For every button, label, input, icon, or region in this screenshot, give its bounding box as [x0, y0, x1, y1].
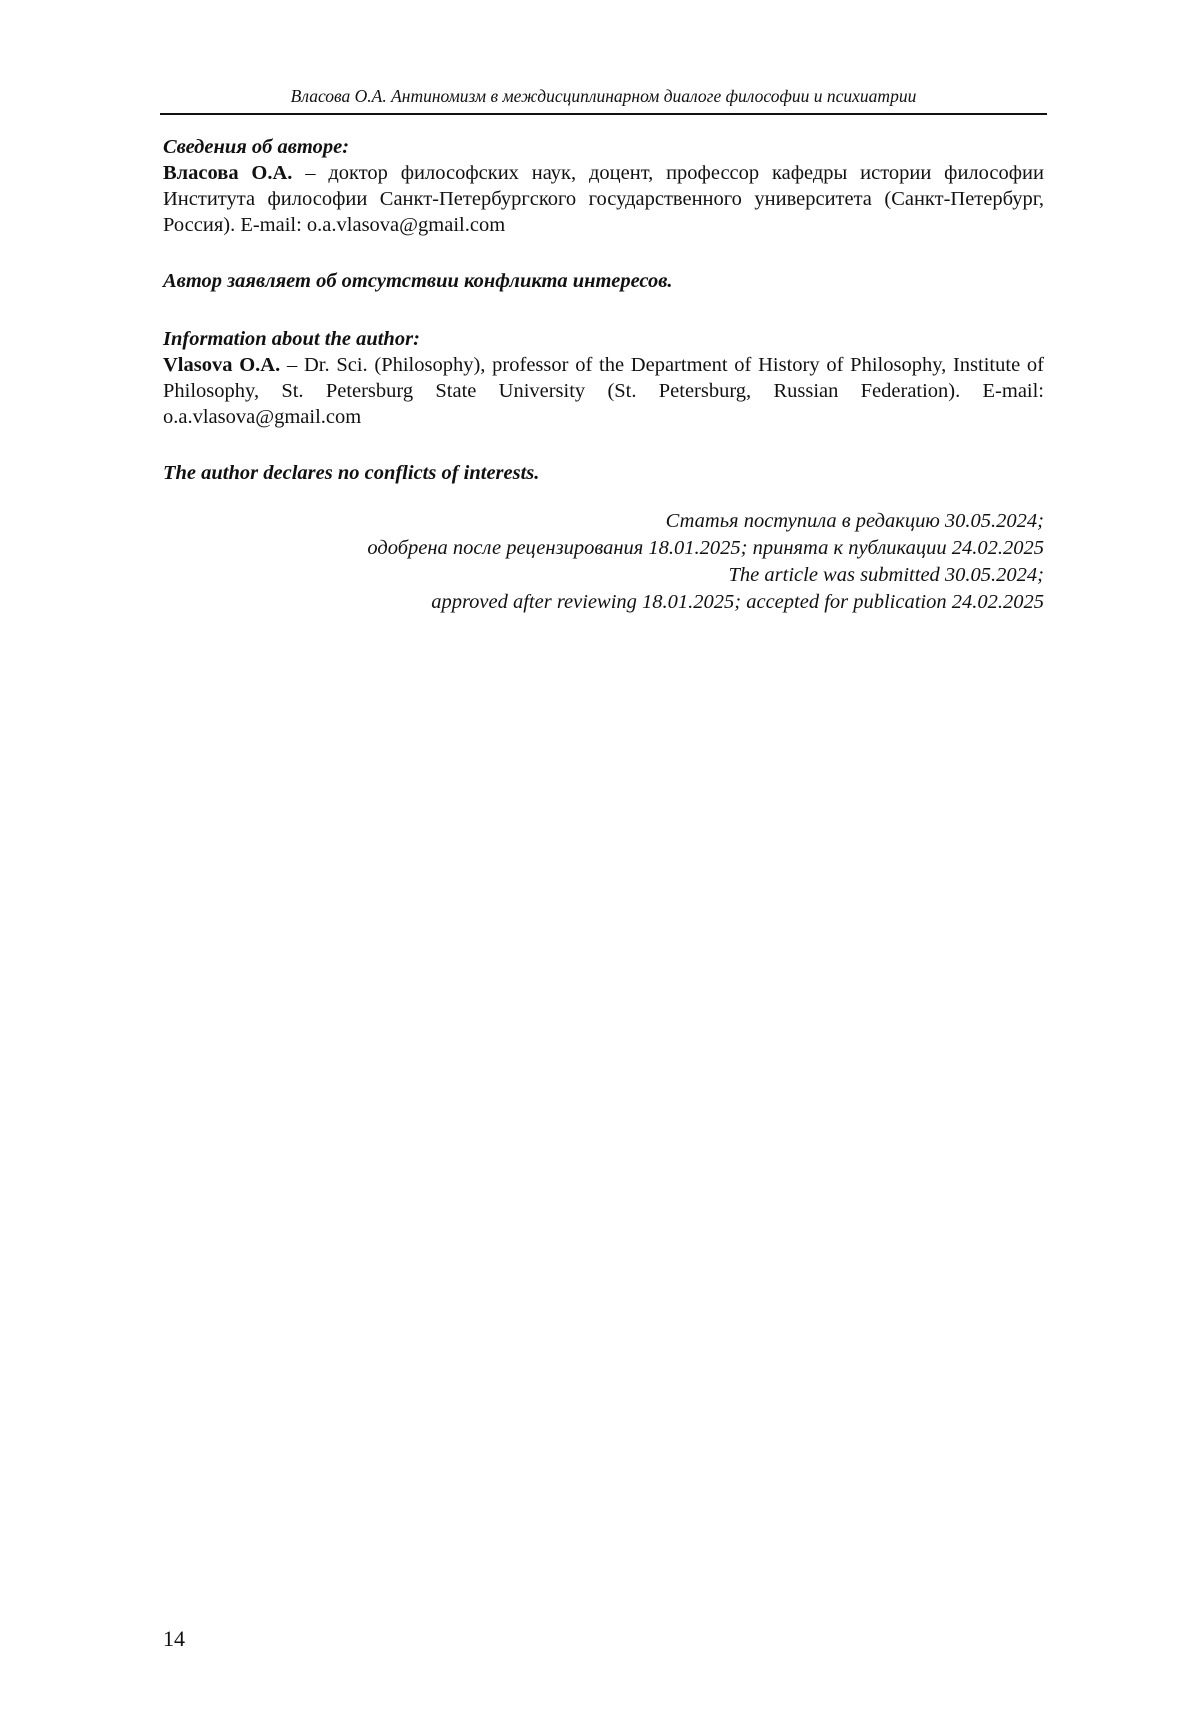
author-info-paragraph-en — [163, 352, 1044, 430]
author-details-ru: – доктор философских наук, доцент, профессор кафедры истории философии Института философии Санкт-Петербургского государственного университета (Санкт-Петербург, Россия). E-mail: o.a.vlasova@gmail.com — [163, 162, 1044, 236]
conflict-statement-en — [163, 460, 1044, 486]
author-info-ru — [163, 134, 1044, 238]
conflict-text-en: The author declares no conflicts of interests. — [163, 462, 540, 484]
author-name-ru: Власова О.А. — [163, 162, 293, 184]
header-rule — [160, 113, 1047, 115]
conflict-text-ru: Автор заявляет об отсутствии конфликта интересов. — [163, 270, 673, 292]
date-line-en-approved: approved after reviewing 18.01.2025; accepted for publication 24.02.2025 — [431, 591, 1044, 613]
author-name-en: Vlasova O.A. — [163, 354, 281, 376]
date-line-ru-approved: одобрена после рецензирования 18.01.2025; принята к публикации 24.02.2025 — [367, 537, 1044, 559]
author-details-en: – Dr. Sci. (Philosophy), professor of the Department of History of Philosophy, Institute of Philosophy, St. Petersburg State University (St. Petersburg, Russian Federation). E-mail: o.a.vlasova@gmail.com — [163, 354, 1044, 428]
date-line-ru-submitted: Статья поступила в редакцию 30.05.2024; — [665, 510, 1044, 532]
author-info-en — [163, 326, 1044, 430]
author-info-heading-en: Information about the author: — [163, 328, 420, 350]
author-info-paragraph-ru — [163, 160, 1044, 238]
page-number: 14 — [163, 1626, 185, 1651]
conflict-statement-ru — [163, 268, 1044, 294]
running-title: Власова О.А. Антиномизм в междисциплинарном диалоге философии и психиатрии — [290, 86, 917, 106]
date-line-en-submitted: The article was submitted 30.05.2024; — [728, 564, 1044, 586]
publication-dates — [163, 508, 1044, 616]
author-info-heading-ru: Сведения об авторе: — [163, 136, 350, 158]
